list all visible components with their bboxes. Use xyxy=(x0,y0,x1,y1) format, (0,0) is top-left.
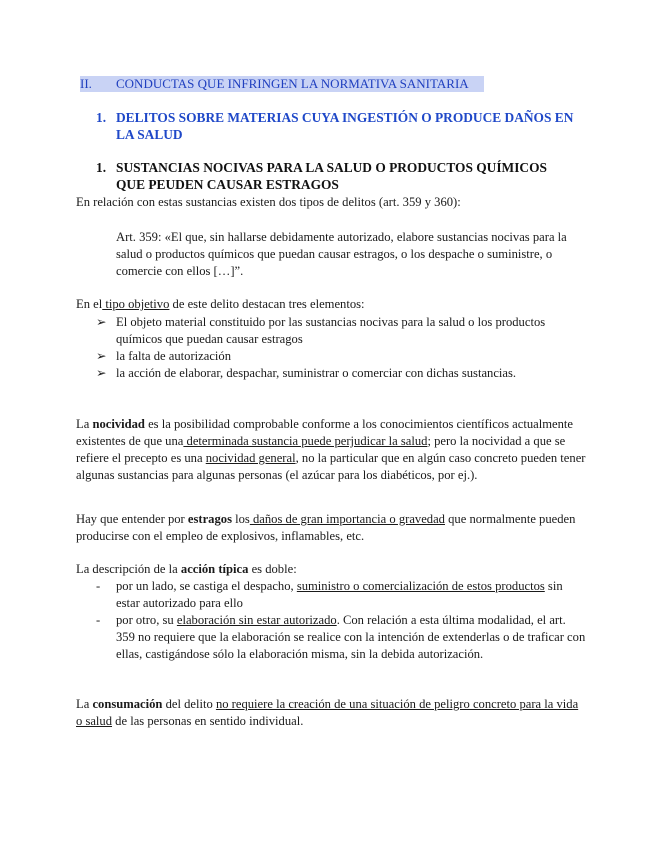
nocividad-underline-2: nocividad general xyxy=(205,451,296,465)
accion-t1: La descripción de la xyxy=(76,562,181,576)
list-item xyxy=(96,314,586,348)
tipo-post: de este delito destacan tres elementos: xyxy=(169,297,365,311)
list-item xyxy=(96,348,586,365)
consumacion-t3: de las personas en sentido individual. xyxy=(112,714,304,728)
nocividad-paragraph xyxy=(76,416,586,484)
nocividad-t1: La xyxy=(76,417,93,431)
consumacion-underline: no requiere la creación de una situación de peligro concreto para la vida o salud xyxy=(76,697,579,728)
consumacion-paragraph xyxy=(76,696,586,730)
estragos-t2: los xyxy=(231,512,250,526)
accion-t2: es doble: xyxy=(248,562,297,576)
section-heading-2 xyxy=(96,109,576,143)
dash-bullet-icon: - xyxy=(96,613,101,627)
list-item xyxy=(96,365,586,382)
list-item-text: la falta de autorización xyxy=(116,349,232,363)
list-item-text: la acción de elaborar, despachar, suministrar o comerciar con dichas sustancias. xyxy=(116,366,517,380)
accion-item-2-t1: por otro, su xyxy=(116,613,177,627)
list-item xyxy=(96,578,586,612)
nocividad-t2: es la posibilidad comprobable conforme a los conocimientos científicos actualmente existentes de que una xyxy=(76,417,573,448)
estragos-paragraph xyxy=(76,511,586,545)
section-heading-2-text: DELITOS SOBRE MATERIAS CUYA INGESTIÓN O PRODUCE DAÑOS EN LA SALUD xyxy=(116,110,574,142)
arrow-bullet-icon: ➢ xyxy=(96,315,107,329)
accion-paragraph xyxy=(76,561,586,578)
accion-item-1-t1: por un lado, se castiga el despacho, xyxy=(116,579,297,593)
section-heading-1-number: II. xyxy=(80,76,92,91)
accion-item-1-underline: suministro o comercialización de estos productos xyxy=(296,579,545,593)
accion-item-2-t2: . Con relación a esta última modalidad, el art. 359 no requiere que la elaboración se realice con la intención de extenderlas o de traficar con ellas, castigándose sólo la elaboración misma, sin la debida autorización. xyxy=(116,613,586,661)
nocividad-t4: , no la particular que en algún caso concreto pueden tener algunas sustancias para algunas personas (el azúcar para los diabéticos, por ej.). xyxy=(76,451,586,482)
tipo-pre: En el xyxy=(76,297,103,311)
dash-bullet-icon: - xyxy=(96,579,101,593)
section-heading-3-number: 1. xyxy=(96,160,107,175)
tipo-objetivo-link: tipo objetivo xyxy=(102,297,170,311)
accion-item-2-underline: elaboración sin estar autorizado xyxy=(176,613,337,627)
estragos-term: estragos xyxy=(187,512,232,526)
section-heading-1-text: CONDUCTAS QUE INFRINGEN LA NORMATIVA SANITARIA xyxy=(116,76,469,91)
section-heading-2-number: 1. xyxy=(96,110,107,125)
arrow-bullet-icon: ➢ xyxy=(96,366,107,380)
nocividad-t3: ; pero la nocividad a que se refiere el precepto es una xyxy=(76,434,566,465)
consumacion-t1: La xyxy=(76,697,93,711)
consumacion-t2: del delito xyxy=(162,697,216,711)
accion-list xyxy=(96,578,586,663)
section-heading-3-text: SUSTANCIAS NOCIVAS PARA LA SALUD O PRODUCTOS QUÍMICOS QUE PEUDEN CAUSAR ESTRAGOS xyxy=(116,160,547,192)
list-item xyxy=(96,612,586,663)
arrow-bullet-icon: ➢ xyxy=(96,349,107,363)
accion-item-1-t2: sin estar autorizado para ello xyxy=(116,579,563,610)
article-quote: Art. 359: «El que, sin hallarse debidamente autorizado, elabore sustancias nocivas para la salud o productos químicos que puedan causar estragos, o los despache o suministre, o comercie con ellos […]”. xyxy=(116,230,567,278)
nocividad-term: nocividad xyxy=(92,417,145,431)
elements-list xyxy=(96,314,586,382)
tipo-objetivo-paragraph xyxy=(76,296,586,313)
estragos-t3: que normalmente pueden producirse con el empleo de explosivos, inflamables, etc. xyxy=(76,512,576,543)
accion-term: acción típica xyxy=(180,562,249,576)
section-heading-3 xyxy=(96,159,576,193)
estragos-t1: Hay que entender por xyxy=(76,512,188,526)
list-item-text: El objeto material constituido por las sustancias nocivas para la salud o los productos químicos que puedan causar estragos xyxy=(116,315,546,346)
nocividad-underline-1: determinada sustancia puede perjudicar la salud xyxy=(183,434,428,448)
intro-paragraph: En relación con estas sustancias existen dos tipos de delitos (art. 359 y 360): xyxy=(76,195,461,209)
estragos-underline: daños de gran importancia o gravedad xyxy=(249,512,445,526)
section-heading-1 xyxy=(80,76,484,92)
consumacion-term: consumación xyxy=(92,697,163,711)
